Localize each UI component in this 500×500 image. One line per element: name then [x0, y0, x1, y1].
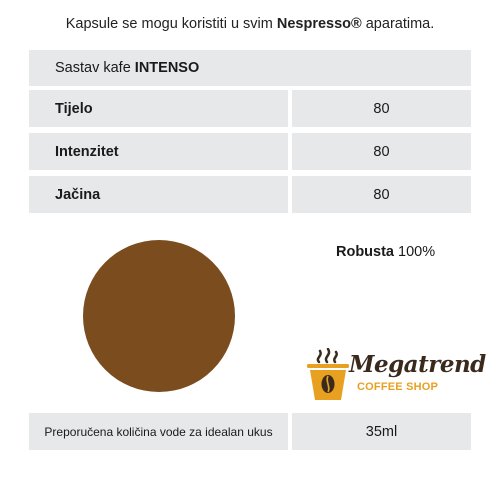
water-label: Preporučena količina vode za idealan ukus — [29, 413, 288, 450]
attribute-value-intensity: 80 — [292, 133, 471, 170]
attribute-label-body: Tijelo — [29, 90, 288, 127]
intro-before: Kapsule se mogu koristiti u svim — [65, 16, 277, 32]
attribute-label-strength: Jačina — [29, 176, 288, 213]
composition-bean: Robusta — [336, 244, 394, 260]
intro-brand: Nespresso® — [276, 16, 362, 32]
composition-percent: 100% — [394, 244, 436, 260]
intro-after: aparatima. — [361, 16, 435, 32]
logo-name: Megatrend — [349, 351, 486, 378]
blend-prefix: Sastav kafe — [55, 60, 135, 76]
blend-name: INTENSO — [134, 60, 200, 76]
coffee-cup-icon — [305, 348, 351, 404]
attribute-value-strength: 80 — [292, 176, 471, 213]
attribute-label-intensity: Intenzitet — [29, 133, 288, 170]
water-value: 35ml — [292, 413, 471, 450]
attribute-value-body: 80 — [292, 90, 471, 127]
megatrend-logo — [305, 348, 486, 404]
composition-text — [336, 244, 435, 260]
blend-header — [29, 50, 471, 86]
coffee-color-swatch — [83, 240, 235, 392]
logo-tagline: COFFEE SHOP — [357, 381, 439, 393]
intro-text — [0, 16, 500, 32]
